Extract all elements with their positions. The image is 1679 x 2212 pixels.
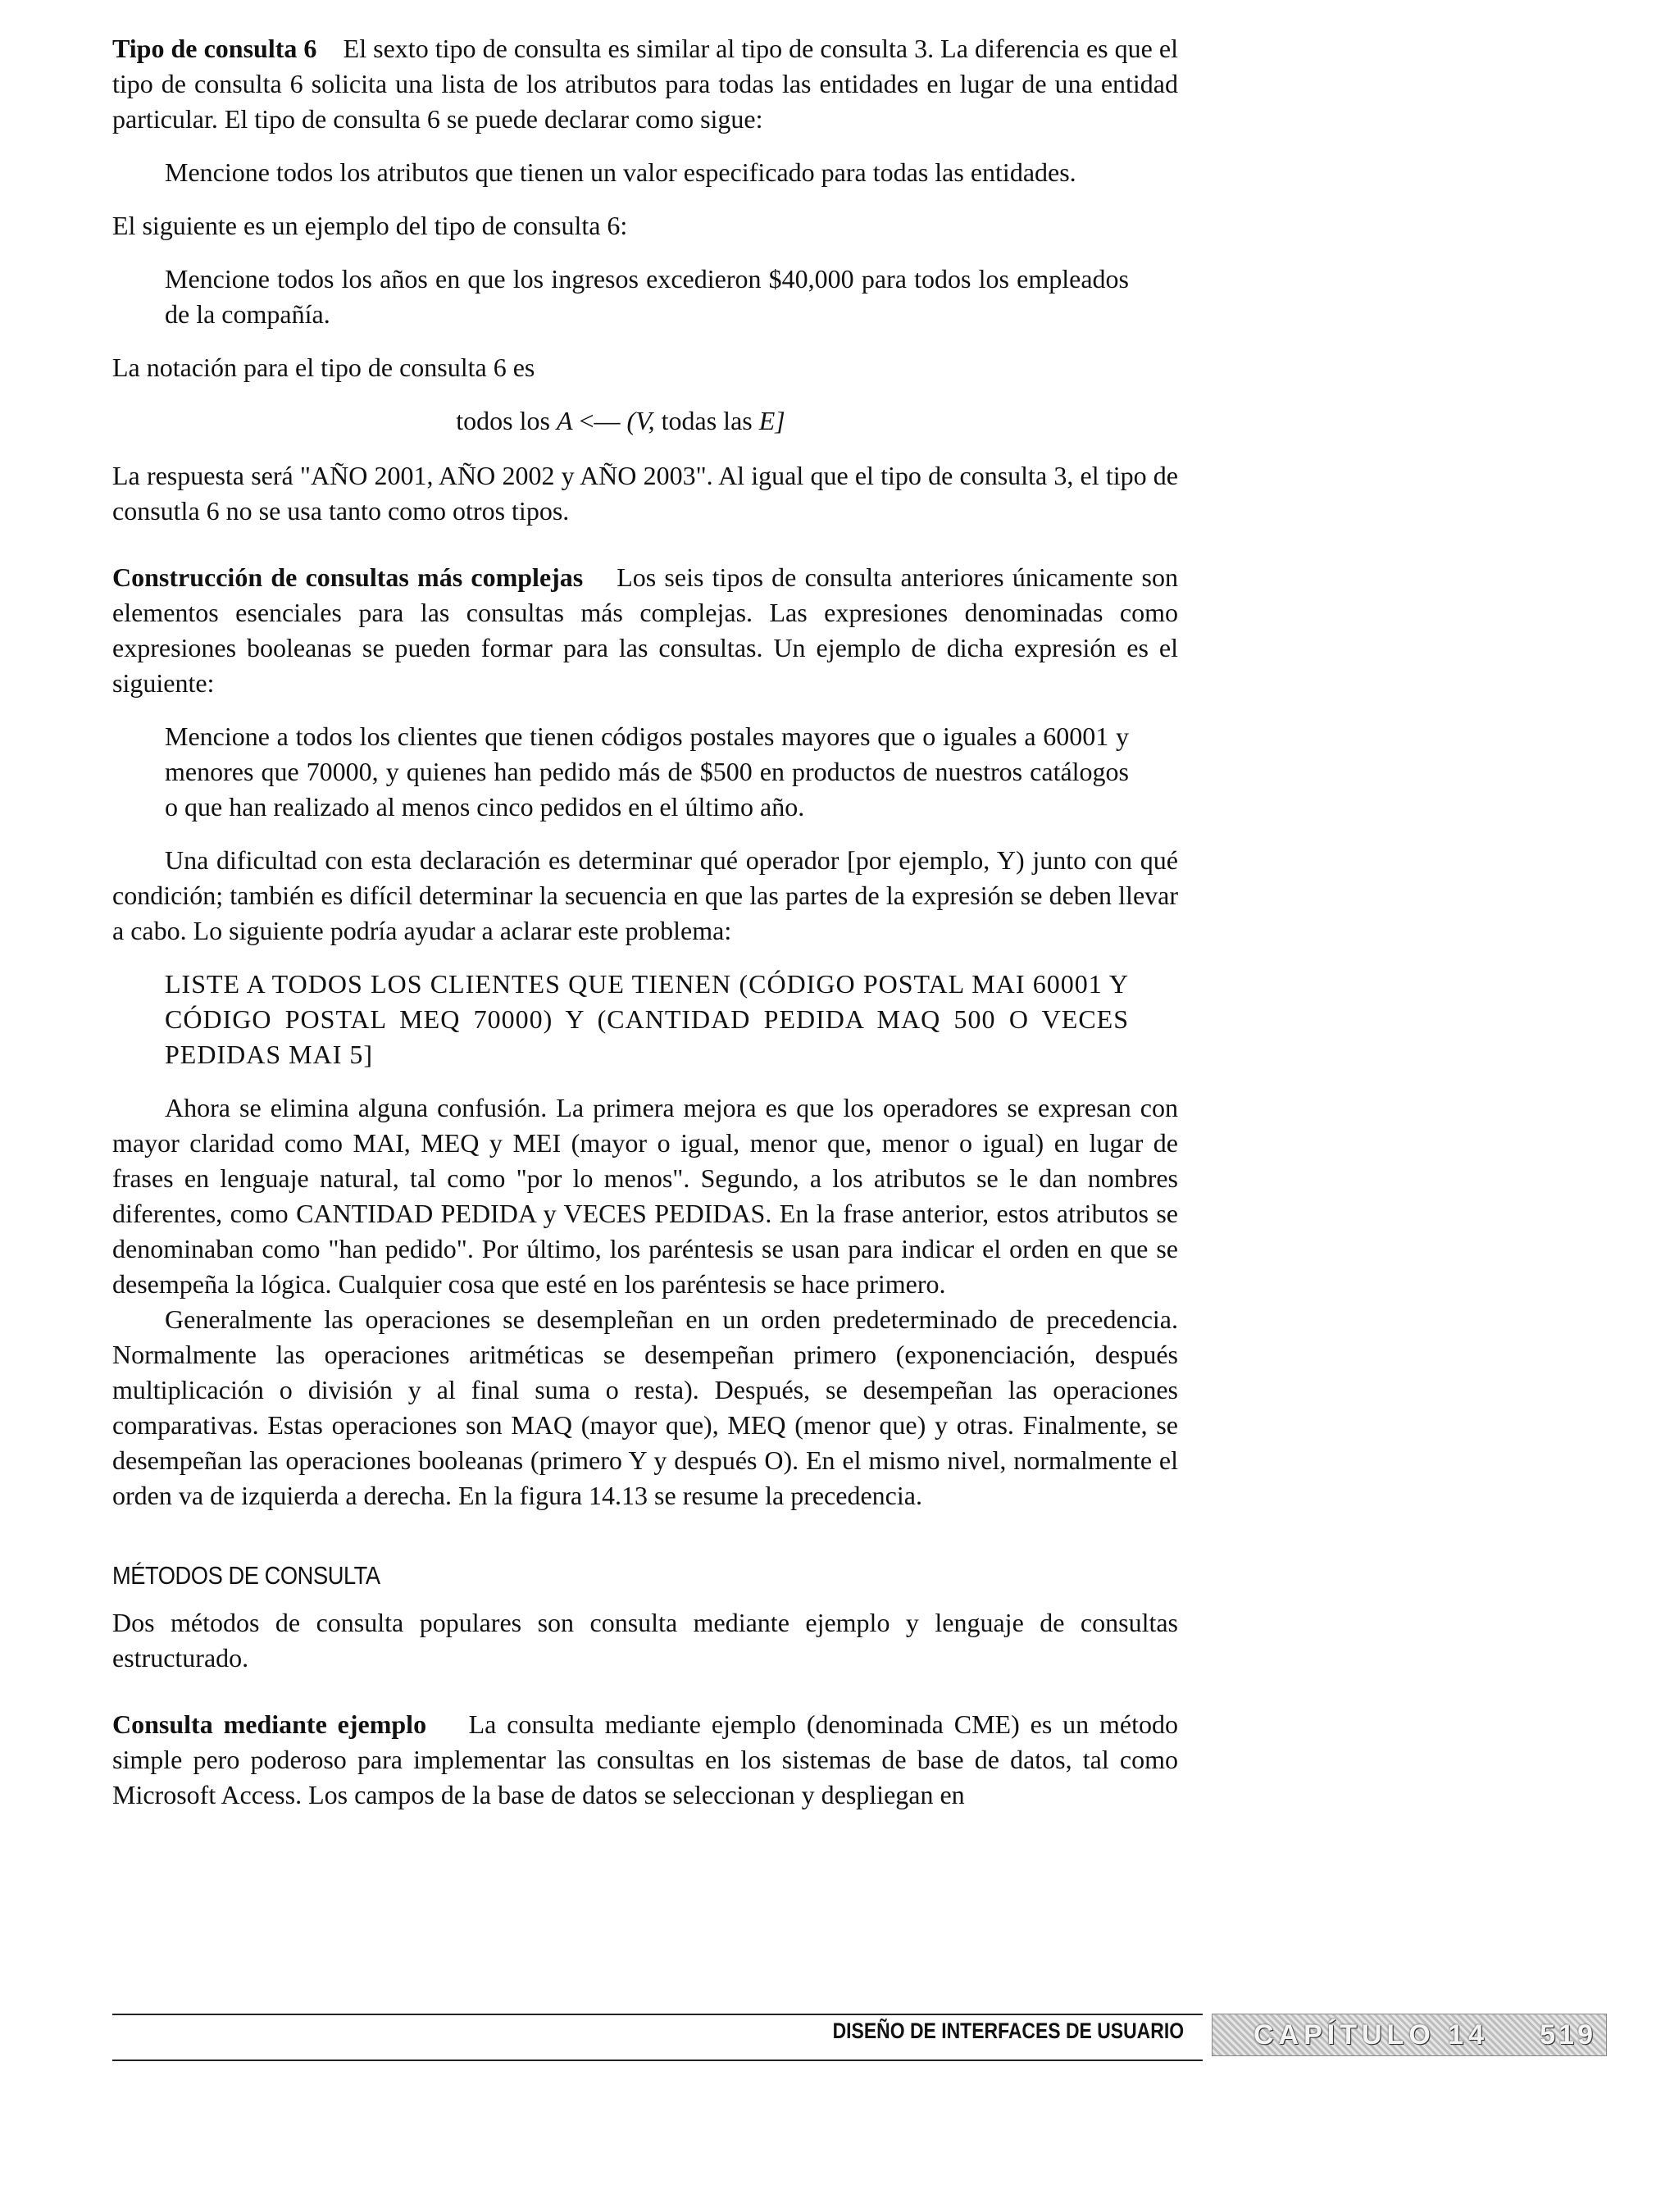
quote-block: Mencione a todos los clientes que tienen códigos postales mayores que o iguales a 60001 y menores que 70000, y quienes han pedido más de $500 en productos de nuestros catálogos o que han realizado al menos cinco pedidos en el último año. [165,721,1129,822]
run-in-heading: Tipo de consulta 6 [112,34,317,63]
chapter-page-tab [1212,2014,1607,2056]
quote-block: Mencione todos los años en que los ingresos excedieron $40,000 para todos los empleados de la compañía. [165,264,1129,329]
paragraph-complex-queries [112,560,1178,701]
paragraph: La notación para el tipo de consulta 6 es [112,353,535,382]
page-body [112,25,1178,1813]
running-title: DISEÑO DE INTERFACES DE USUARIO [832,2019,1184,2043]
footer-rule-bottom [112,2060,1203,2061]
paragraph-text: Los seis tipos de consulta anteriores únicamente son elementos esenciales para las consultas más complejas. Las expresiones denominadas como expresiones booleanas se pueden formar para las consultas. Un ejemplo de dicha expresión es el siguiente: [112,562,1179,698]
notation-formula [112,403,1178,439]
paragraph: Generalmente las operaciones se desempleñan en un orden predeterminado de precedencia. Normalmente las operaciones aritméticas se desempeñan primero (exponenciación, después multiplicación o división y al final suma o resta). Después, se desempeñan las operaciones comparativas. Estas operaciones son MAQ (mayor que), MEQ (menor que) y otras. Finalmente, se desempeñan las operaciones booleanas (primero Y y después O). En el mismo nivel, normalmente el orden va de izquierda a derecha. En la figura 14.13 se resume la precedencia. [112,1304,1178,1510]
run-in-heading: Consulta mediante ejemplo [112,1709,427,1739]
formula-var: E] [758,406,785,435]
paragraph-query-type-6 [112,31,1178,137]
quote-block: Mencione todos los atributos que tienen un valor especificado para todas las entidades. [165,157,1076,187]
paragraph: La respuesta será "AÑO 2001, AÑO 2002 y AÑO 2003". Al igual que el tipo de consulta 3, el tipo de consutla 6 no se usa tanto como otros tipos. [112,461,1178,526]
paragraph: Ahora se elimina alguna confusión. La primera mejora es que los operadores se expresan con mayor claridad como MAI, MEQ y MEI (mayor o igual, menor que, menor o igual) en lugar de frases en lenguaje natural, tal como "por lo menos". Segundo, a los atributos se le dan nombres diferentes, como CANTIDAD PEDIDA y VECES PEDIDAS. En la frase anterior, estos atributos se denominaban como "han pedido". Por último, los paréntesis se usan para indicar el orden en que se desempeña la lógica. Cualquier cosa que esté en los paréntesis se hace primero. [112,1093,1178,1299]
footer-rule-top [112,2014,1203,2015]
paragraph: Una dificultad con esta declaración es determinar qué operador [por ejemplo, Y) junto con qué condición; también es difícil determinar la secuencia en que las partes de la expresión se deben llevar a cabo. Lo siguiente podría ayudar a aclarar este problema: [112,845,1178,945]
paragraph: Dos métodos de consulta populares son consulta mediante ejemplo y lenguaje de consultas estructurado. [112,1608,1178,1673]
formula-arrow: <— [572,406,627,435]
section-heading: MÉTODOS DE CONSULTA [112,1561,380,1590]
chapter-label: CAPÍTULO 14 [1254,2019,1490,2050]
formula-part: todas las [654,406,759,435]
paragraph-qbe [112,1707,1178,1813]
paragraph-text: El sexto tipo de consulta es similar al tipo de consulta 3. La diferencia es que el tipo de consulta 6 solicita una lista de los atributos para todas las entidades en lugar de una entidad particular. El tipo de consulta 6 se puede declarar como sigue: [112,34,1179,134]
formula-var: A [556,406,573,435]
formula-part: todos los [456,406,557,435]
run-in-heading: Construcción de consultas más complejas [112,562,584,592]
quote-block-caps: LISTE A TODOS LOS CLIENTES QUE TIENEN (CÓDIGO POSTAL MAI 60001 Y CÓDIGO POSTAL MEQ 70000) Y (CANTIDAD PEDIDA MAQ 500 O VECES PEDIDAS MAI 5] [165,969,1129,1069]
paragraph-text: La consulta mediante ejemplo (denominada CME) es un método simple pero poderoso para implementar las consultas en los sistemas de base de datos, tal como Microsoft Access. Los campos de la base de datos se seleccionan y despliegan en [112,1709,1178,1809]
formula-var: (V, [626,406,655,435]
page-number: 519 [1540,2019,1596,2050]
paragraph: El siguiente es un ejemplo del tipo de consulta 6: [112,211,628,240]
